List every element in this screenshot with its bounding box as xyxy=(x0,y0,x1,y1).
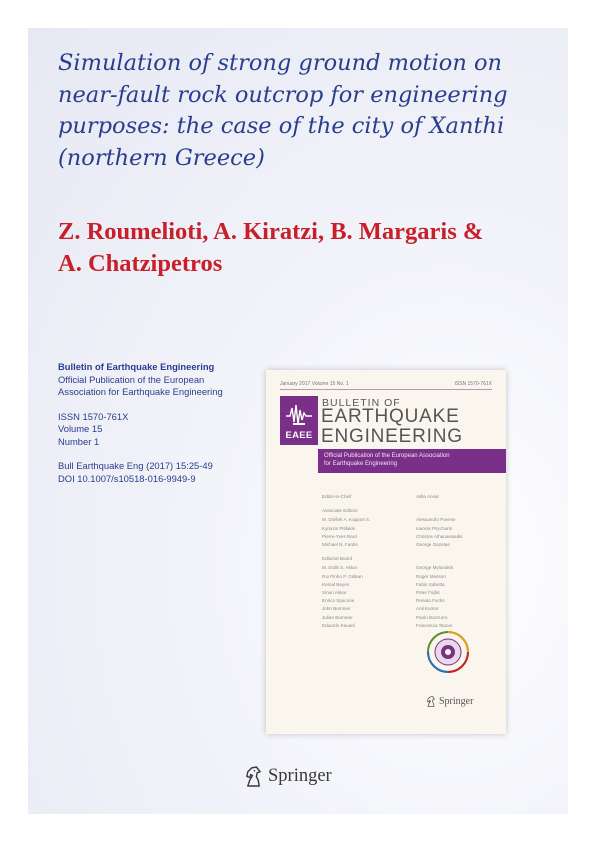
article-title xyxy=(58,48,538,174)
citation: Bull Earthquake Eng (2017) 15:25-49 xyxy=(58,460,213,471)
cover-name: Paolo Bazzurro xyxy=(416,614,448,620)
cover-issue-line xyxy=(280,381,492,387)
cover-name: Enrico Spacone xyxy=(322,598,355,604)
cover-name: M. Erdik S. Akkar xyxy=(322,565,358,571)
cover-editor-row xyxy=(322,493,497,501)
cover-name: Eduardo Kausel xyxy=(322,622,355,628)
cover-name: M. Dolšek A. Kappos S. xyxy=(322,517,371,523)
cover-rule xyxy=(280,389,492,390)
cover-section-heading: Associate Editors xyxy=(322,508,358,514)
cover-name: Pierre-Yves Bard xyxy=(322,533,357,539)
cover-name: Francesca Taucer xyxy=(416,622,453,628)
eaee-logo xyxy=(280,396,318,445)
cover-editor-row xyxy=(322,589,497,597)
cover-name: Rui Pinho P. Gülkan xyxy=(322,573,363,579)
cover-name: Peter Fajfar xyxy=(416,590,440,596)
cover-name: Roger Musson xyxy=(416,573,446,579)
springer-horse-icon xyxy=(426,696,436,707)
authors-line: Z. Roumelioti, A. Kiratzi, B. Margaris & xyxy=(58,218,484,245)
journal-metadata xyxy=(58,361,258,485)
seismograph-icon xyxy=(286,402,312,428)
cover-editor-row xyxy=(322,564,497,572)
cover-name: Julian Bommer xyxy=(322,614,353,620)
cover-masthead-line: BULLETIN OF xyxy=(322,397,401,409)
cover-name: George Gazetas xyxy=(416,542,450,548)
title-line: Simulation of strong ground motion on xyxy=(58,50,503,76)
article-authors xyxy=(58,216,558,280)
volume: Volume 15 xyxy=(58,423,103,434)
cover-band xyxy=(318,449,506,473)
springer-footer-logo xyxy=(244,766,332,787)
cover-editor-row xyxy=(322,533,497,541)
title-line: (northern Greece) xyxy=(58,144,265,171)
cover-masthead-line: EARTHQUAKE xyxy=(321,406,460,427)
journal-cover-image xyxy=(266,370,506,734)
cover-section-heading: Editorial Board xyxy=(322,556,353,562)
cover-editor-row xyxy=(322,573,497,581)
cover-editor-row xyxy=(322,525,497,533)
publisher-name: Springer xyxy=(268,766,332,786)
cover-masthead-line: ENGINEERING xyxy=(321,426,463,447)
doi: DOI 10.1007/s10518-016-9949-9 xyxy=(58,472,196,484)
journal-name: Bulletin of Earthquake Engineering xyxy=(58,361,215,372)
cover-name: Ioannis Psycharis xyxy=(416,525,453,531)
official-publication-line: Official Publication of the European xyxy=(58,373,205,385)
cover-name: Kemal Beyen xyxy=(322,581,350,587)
cover-name: Kyriazis Pitilakis xyxy=(322,525,355,531)
cover-editor-row xyxy=(322,581,497,589)
cover-name: Anil Kumar xyxy=(416,606,439,612)
cover-editor-role: Editor-in-Chief xyxy=(322,494,352,499)
cover-name: Sinan Akkar xyxy=(322,590,347,596)
issn: ISSN 1570-761X xyxy=(58,410,129,422)
cover-name: Fabio Sabetta xyxy=(416,581,445,587)
springer-horse-icon xyxy=(244,766,263,787)
cover-band-line: for Earthquake Engineering xyxy=(324,460,398,467)
title-line: purposes: the case of the city of Xanthi xyxy=(58,113,505,139)
cover-name: George Mylonakis xyxy=(416,565,454,571)
cover-editor-name: Atilla Ansal xyxy=(416,494,439,499)
cover-name: Alessandro Pavese xyxy=(416,517,456,523)
logo-text: EAEE xyxy=(285,430,313,441)
cover-editor-row xyxy=(322,597,497,605)
cover-name: John Bommer xyxy=(322,606,351,612)
cover-issn: ISSN 1570-761X xyxy=(454,381,492,387)
official-publication-line: Association for Earthquake Engineering xyxy=(58,386,223,397)
cover-editor-list xyxy=(322,493,497,630)
cover-publisher-name: Springer xyxy=(439,696,474,707)
cover-editor-row xyxy=(322,605,497,613)
cover-name: Michael N. Fardis xyxy=(322,542,358,548)
cover-editor-row xyxy=(322,614,497,622)
issue-number: Number 1 xyxy=(58,435,100,447)
cover-editor-row xyxy=(322,622,497,630)
title-line: near-fault rock outcrop for engineering xyxy=(58,81,508,108)
cover-editor-row xyxy=(322,516,497,524)
authors-line: A. Chatzipetros xyxy=(58,250,223,277)
cover-name: Renato Fuchs xyxy=(416,598,445,604)
cover-band-line: Official Publication of the European Association xyxy=(324,453,450,459)
cover-publisher xyxy=(426,696,473,707)
anniversary-seal-icon xyxy=(426,630,470,674)
cover-editor-row xyxy=(322,541,497,549)
cover-issue-date: January 2017 Volume 15 No. 1 xyxy=(280,381,349,387)
cover-name: Christos Athanassiadis xyxy=(416,533,463,539)
